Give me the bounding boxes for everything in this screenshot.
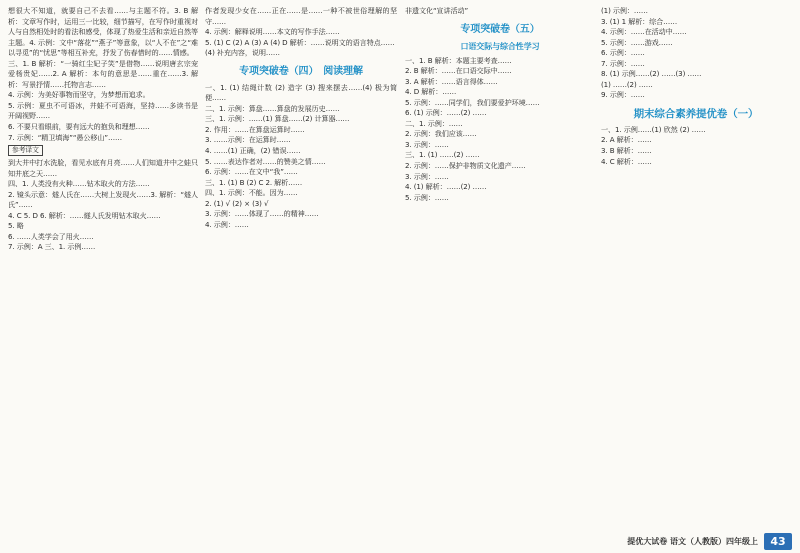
- paragraph: 4. 示例：……: [205, 219, 249, 229]
- paragraph: 2. (1) √ (2) × (3) √: [205, 198, 269, 208]
- paragraph: 7. 示例：A 三、1. 示例……: [8, 242, 96, 252]
- paragraph: (4) 补充内容，说明……: [205, 48, 280, 58]
- paragraph: 四、1. 示例：不能。因为……: [205, 188, 298, 198]
- section-title: 专项突破卷（五）: [460, 23, 540, 35]
- paragraph: 5. 示例：夏虫不可语冰，井蛙不可语海，坚持……多读书是开阔视野……: [8, 100, 198, 121]
- section-title: 专项突破卷（四） 阅读理解: [239, 65, 363, 77]
- paragraph: 4. 示例：……在活动中……: [601, 27, 687, 37]
- paragraph: 一、1. (1) 结绳计数 (2) 造字 (3) 搜来摆去……(4) 极为简便……: [205, 82, 397, 103]
- column-3: [405, 6, 595, 526]
- paragraph: 三、1. (1) B (2) C 2. 解析……: [205, 177, 303, 187]
- paragraph: 非遗文化“宣讲活动”: [405, 6, 469, 15]
- paragraph: 7. 示例：……: [601, 58, 645, 68]
- column-4: [601, 6, 791, 526]
- paragraph: 4. C 5. D 6. 解析：……燧人氏发明钻木取火……: [8, 210, 161, 220]
- paragraph: 2. 示例：……保护非物质文化遗产……: [405, 161, 526, 171]
- paragraph: 2. A 解析：……: [601, 135, 652, 145]
- paragraph: (1) ……(2) ……: [601, 79, 653, 89]
- paragraph: 6. 示例：……在文中“我”……: [205, 167, 298, 177]
- paragraph: 作者发现少女在……正在……是……一种不被世俗理解的坚守……: [205, 6, 397, 26]
- paragraph: 3. (1) 1 解析：综合……: [601, 16, 678, 26]
- paragraph: 5. ……表达作者对……的赞美之情……: [205, 156, 326, 166]
- paragraph: 二、1. 示例：算盘……算盘的发展历史……: [205, 103, 340, 113]
- paragraph: 3. B 解析：……: [601, 146, 652, 156]
- book-title: 提优大试卷 语文（人教版）四年级上: [627, 537, 758, 546]
- paragraph: (1) 示例：……: [601, 6, 648, 15]
- paragraph: 5. (1) C (2) A (3) A (4) D 解析：……说明文的语言特点……: [205, 37, 395, 47]
- paragraph: 3. 示例：……: [405, 171, 449, 181]
- paragraph: 二、1. 示例：……: [405, 118, 463, 128]
- paragraph: 6. 示例：……: [601, 48, 645, 58]
- paragraph: 4. C 解析：……: [601, 156, 652, 166]
- paragraph: 6. ……人类学会了用火……: [8, 231, 94, 241]
- paragraph: 6. (1) 示例：……(2) ……: [405, 108, 487, 118]
- paragraph: 到大井中打水洗脸，看见水底有月亮……人们知道井中之蛙只知井底之天……: [8, 158, 198, 178]
- paragraph: 三、1. 示例：……(1) 算盘……(2) 计算器……: [205, 114, 350, 124]
- paragraph: 8. (1) 示例……(2) ……(3) ……: [601, 69, 702, 79]
- paragraph: 四、1. 人类没有火种……钻木取火的方法……: [8, 179, 150, 189]
- paragraph: 想很大不知道，就要自己不去看……与主题不符。3. B 解析：文章写作时，运用三一比较，细节描写，在写作时重视对人与自然相处时的看法和感受，体现了热爱生活和亲近自然等主题。4. 示例：文中“落花”“燕子”等意象，以“人不在”之“难以寻觅”的“忧思”等相互补充，抒发了伤春惜时的……情感。: [8, 6, 198, 58]
- paragraph: 4. 示例：为美好事物而坚守，为梦想而追求。: [8, 90, 150, 100]
- paragraph: 4. (1) 解析：……(2) ……: [405, 182, 487, 192]
- paragraph: 5. 略: [8, 221, 24, 231]
- section-subtitle: 口语交际与综合性学习: [460, 41, 540, 51]
- paragraph: 2. B 解析：……在口语交际中……: [405, 66, 512, 76]
- paragraph: 6. 不要只看眼前，要有远大的抱负和理想……: [8, 122, 150, 132]
- paragraph: 4. ……(1) 正确，(2) 错误……: [205, 146, 301, 156]
- paragraph: 一、1. B 解析：本题主要考查……: [405, 55, 512, 65]
- reference-translation-label: 参考译文: [8, 145, 43, 156]
- column-1: [8, 6, 198, 526]
- column-2: [205, 6, 397, 526]
- paragraph: 5. 示例：……: [405, 192, 449, 202]
- paragraph: 3. 示例：……: [405, 139, 449, 149]
- paragraph: 2. 镜头示意：燧人氏在……大树上发现火……3. 解析：“燧人氏”……: [8, 189, 198, 210]
- page-number: 43: [764, 533, 792, 550]
- paragraph: 3. ……示例：在运算时……: [205, 135, 291, 145]
- paragraph: 5. 示例：……游戏……: [601, 37, 673, 47]
- paragraph: 4. 示例：解释说明……本文的写作手法……: [205, 27, 340, 37]
- page-footer: [0, 531, 800, 553]
- paragraph: 4. D 解析：……: [405, 87, 457, 97]
- paragraph: 3. A 解析：……语言得体……: [405, 76, 498, 86]
- section-title: 期末综合素养提优卷（一）: [633, 107, 759, 120]
- paragraph: 三、1. (1) ……(2) ……: [405, 150, 480, 160]
- paragraph: 一、1. 示例……(1) 欣然 (2) ……: [601, 124, 706, 134]
- paragraph: 3. 示例：……体现了……的精神……: [205, 209, 319, 219]
- paragraph: 三、1. B 解析：“一骑红尘妃子笑”是借物……说明唐玄宗宠爱杨贵妃……2. A 解析：本句的意思是……重在……3. 解析：写景抒情……托物言志……: [8, 58, 198, 89]
- paragraph: 2. 作用：……在算盘运算时……: [205, 124, 305, 134]
- paragraph: 7. 示例：“精卫填海”“愚公移山”……: [8, 132, 122, 142]
- paragraph: 9. 示例：……: [601, 90, 645, 100]
- paragraph: 2. 示例：我们应该……: [405, 129, 477, 139]
- paragraph: 5. 示例：……同学们，我们要爱护环境……: [405, 97, 540, 107]
